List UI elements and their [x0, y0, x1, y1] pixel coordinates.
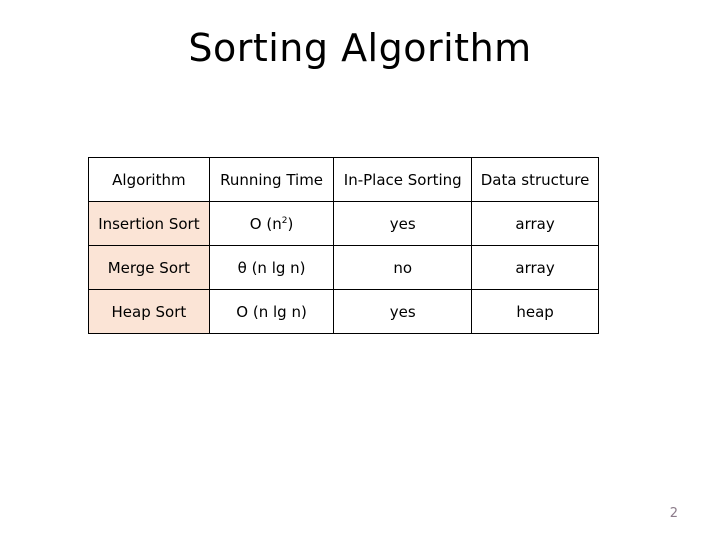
row-running-time: O (n lg n): [209, 290, 334, 334]
running-time-exponent: 2: [281, 215, 288, 226]
row-in-place: yes: [334, 290, 472, 334]
row-in-place: yes: [334, 202, 472, 246]
running-time-base: O (n: [249, 214, 282, 233]
page-number: 2: [669, 506, 678, 521]
row-algorithm-name: Merge Sort: [89, 246, 210, 290]
table-row: [89, 202, 599, 246]
row-in-place: no: [334, 246, 472, 290]
table-header-row: [89, 158, 599, 202]
slide-title: Sorting Algorithm: [188, 26, 532, 70]
row-data-structure: array: [472, 202, 599, 246]
header-running-time: Running Time: [209, 158, 334, 202]
row-algorithm-name: Heap Sort: [89, 290, 210, 334]
row-algorithm-name: Insertion Sort: [89, 202, 210, 246]
table-row: [89, 290, 599, 334]
row-running-time: θ (n lg n): [209, 246, 334, 290]
table-row: [89, 246, 599, 290]
header-algorithm: Algorithm: [89, 158, 210, 202]
row-running-time: [209, 202, 334, 246]
header-data-structure: Data structure: [472, 158, 599, 202]
running-time-tail: ): [287, 214, 294, 233]
row-data-structure: heap: [472, 290, 599, 334]
row-data-structure: array: [472, 246, 599, 290]
header-in-place-sorting: In-Place Sorting: [334, 158, 472, 202]
sorting-comparison-table: [88, 157, 599, 334]
